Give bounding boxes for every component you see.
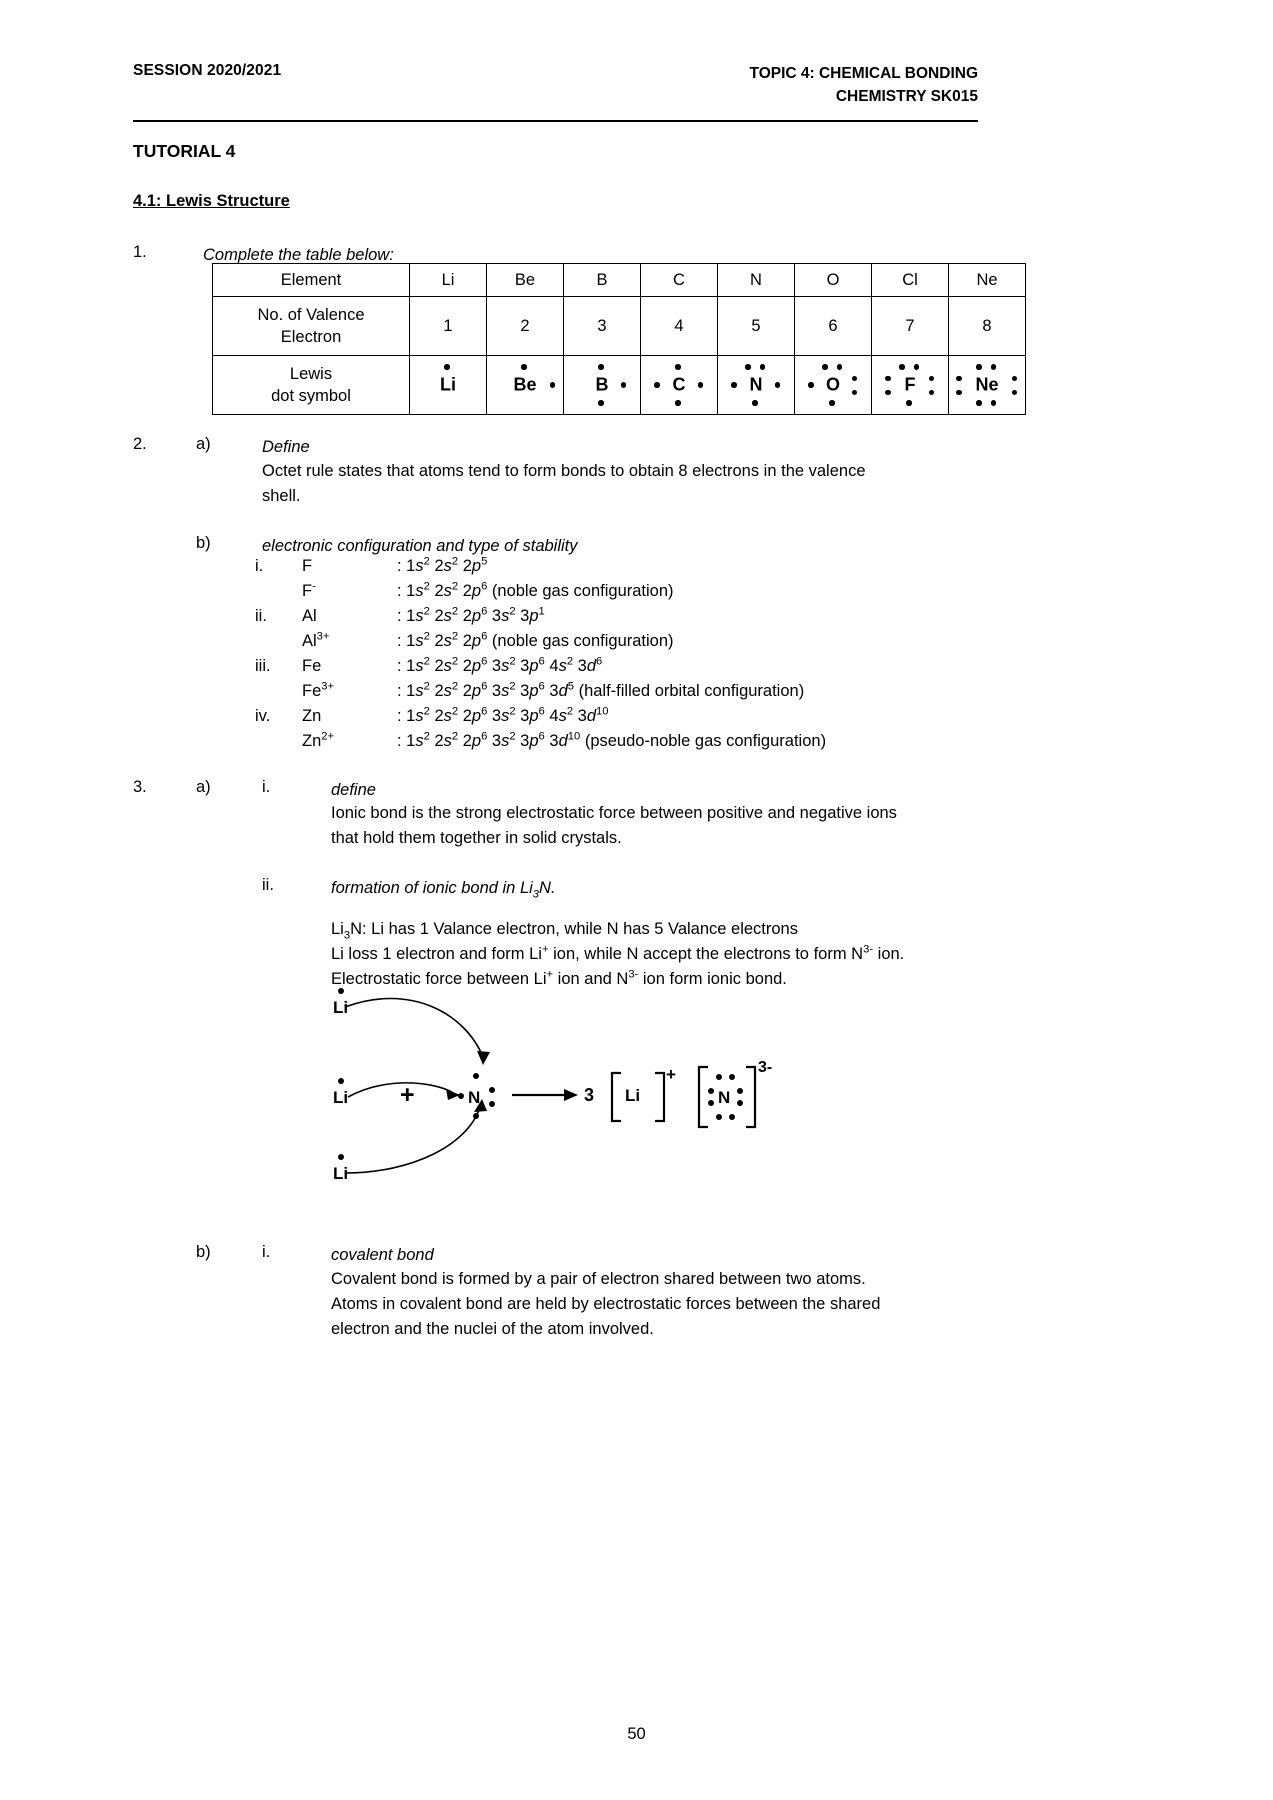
electron-dot xyxy=(775,382,781,388)
ionic-bond-diagram xyxy=(300,985,773,1200)
electron-transfer-arrow-bottom xyxy=(345,1107,480,1173)
electron-dot xyxy=(852,376,858,382)
product-n-charge: 3- xyxy=(758,1059,773,1076)
config-value: : $1s^2$ $2s^2$ $2p^6$ $3s^2$ $3p^1$ xyxy=(397,605,545,625)
row-label-valence xyxy=(213,297,410,356)
element-cell-4: N xyxy=(718,264,795,297)
question-3b-i-roman: i. xyxy=(262,1243,271,1261)
electron-dot xyxy=(976,364,982,370)
valence-cell-6: 7 xyxy=(872,297,949,356)
electron-dot xyxy=(338,1154,344,1160)
config-species: F- xyxy=(302,580,316,600)
electron-dot xyxy=(621,382,627,388)
lewis-cell-cl xyxy=(872,356,949,415)
lewis-cell-n xyxy=(718,356,795,415)
row-label-lewis xyxy=(213,356,410,415)
question-3a-ii-prompt: formation of ionic bond in $Li_3N$. xyxy=(331,879,556,901)
electron-dot xyxy=(473,1113,479,1119)
config-value: : $1s^2$ $2s^2$ $2p^6$ $3s^2$ $3p^6$ $4s^2$ $3d^{10}$ xyxy=(397,705,609,725)
arrowhead-top xyxy=(477,1051,490,1065)
header-topic-line1: TOPIC 4: CHEMICAL BONDING xyxy=(749,65,978,82)
electron-dot xyxy=(976,400,982,406)
electron-dot xyxy=(745,364,751,370)
reactant-li-top-label: Li xyxy=(333,998,349,1017)
question-3a-label: a) xyxy=(196,778,211,796)
valence-cell-5: 6 xyxy=(795,297,872,356)
config-row xyxy=(255,632,826,657)
question-2a-answer-line1: Octet rule states that atoms tend to form bonds to obtain 8 electrons in the valence xyxy=(262,462,866,480)
valence-cell-1: 2 xyxy=(487,297,564,356)
lewis-dot-symbol-n xyxy=(727,361,785,409)
electron-dot xyxy=(991,364,997,370)
electron-dot xyxy=(729,1114,735,1120)
electron-dot xyxy=(708,1100,714,1106)
question-3a-ii-roman: ii. xyxy=(262,876,274,894)
electron-transfer-arrow-top xyxy=(345,998,483,1057)
bracket-right-li xyxy=(655,1073,664,1121)
reactant-n-label: N xyxy=(468,1088,481,1107)
electron-dot xyxy=(708,1088,714,1094)
electron-dot xyxy=(906,400,912,406)
config-value: : $1s^2$ $2s^2$ $2p^6$ (noble gas configuration) xyxy=(397,630,674,650)
electron-dot xyxy=(489,1087,495,1093)
question-3b-i-prompt: covalent bond xyxy=(331,1246,434,1264)
element-cell-1: Be xyxy=(487,264,564,297)
question-3a-i-prompt: define xyxy=(331,781,376,799)
valence-cell-4: 5 xyxy=(718,297,795,356)
electron-dot xyxy=(654,382,660,388)
question-3-number: 3. xyxy=(133,778,147,796)
config-row xyxy=(255,607,826,632)
question-3b-i-line1: Covalent bond is formed by a pair of electron shared between two atoms. xyxy=(331,1270,866,1288)
bracket-right-n xyxy=(746,1067,755,1127)
electron-dot xyxy=(444,364,450,370)
reactant-li-bottom-label: Li xyxy=(333,1164,349,1183)
question-1-number: 1. xyxy=(133,243,147,261)
lewis-dot-symbol-f xyxy=(881,361,939,409)
header-session: SESSION 2020/2021 xyxy=(133,62,282,79)
question-2a-prompt: Define xyxy=(262,438,310,456)
config-value: : $1s^2$ $2s^2$ $2p^6$ $3s^2$ $3p^6$ $3d^{10}$ (pseudo-noble gas configuration) xyxy=(397,730,827,750)
electron-dot xyxy=(829,400,835,406)
lewis-dot-symbol-li xyxy=(419,361,477,409)
electron-dot xyxy=(675,400,681,406)
config-roman: iv. xyxy=(255,707,271,725)
config-row xyxy=(255,682,826,707)
electron-dot xyxy=(991,400,997,406)
config-species: Al xyxy=(302,607,317,625)
element-cell-2: B xyxy=(564,264,641,297)
question-3a-ii-line1: $Li_3N$: Li has 1 Valance electron, while N has 5 Valance electrons xyxy=(331,920,798,942)
electron-dot xyxy=(885,376,891,382)
header-topic-line2: CHEMISTRY SK015 xyxy=(835,88,978,106)
question-3a-ii-line2: Li loss 1 electron and form Li+ ion, while N accept the electrons to form $N^{3-}$ ion. xyxy=(331,943,905,963)
question-2a-label: a) xyxy=(196,435,211,453)
lewis-symbol-text-o: O xyxy=(825,374,841,395)
electron-dot xyxy=(852,390,858,396)
electron-dot xyxy=(338,1078,344,1084)
config-row xyxy=(255,657,826,682)
header-divider xyxy=(133,120,978,122)
config-roman: i. xyxy=(255,557,264,575)
config-row xyxy=(255,557,826,582)
row-label-valence-line2: Electron xyxy=(280,328,342,346)
lewis-dot-symbol-b xyxy=(573,361,631,409)
electron-dot xyxy=(737,1100,743,1106)
reaction-arrow-head xyxy=(564,1089,578,1101)
electron-dot xyxy=(899,364,905,370)
electron-dot xyxy=(550,382,556,388)
lewis-dot-symbol-o xyxy=(804,361,862,409)
config-row xyxy=(255,707,826,732)
config-species: Fe xyxy=(302,657,322,675)
electron-dot xyxy=(729,1074,735,1080)
config-value: : $1s^2$ $2s^2$ $2p^6$ $3s^2$ $3p^6$ $4s^2$ $3d^6$ xyxy=(397,655,603,675)
product-coefficient: 3 xyxy=(584,1085,595,1105)
electron-dot xyxy=(458,1093,464,1099)
electron-dot xyxy=(808,382,814,388)
valence-cell-0: 1 xyxy=(410,297,487,356)
valence-cell-3: 4 xyxy=(641,297,718,356)
table-row-element xyxy=(213,264,1026,297)
page-title: TUTORIAL 4 xyxy=(133,141,236,161)
electron-dot xyxy=(521,364,527,370)
electron-dot xyxy=(929,390,935,396)
config-value: : $1s^2$ $2s^2$ $2p^6$ (noble gas configuration) xyxy=(397,580,674,600)
lewis-cell-b xyxy=(564,356,641,415)
question-3b-label: b) xyxy=(196,1243,211,1261)
question-2b-prompt: electronic configuration and type of stability xyxy=(262,537,578,555)
config-species: F xyxy=(302,557,313,575)
lewis-symbol-text-be: Be xyxy=(513,374,537,395)
product-li-charge: + xyxy=(666,1065,676,1084)
row-label-lewis-line2: dot symbol xyxy=(271,387,351,405)
plus-sign: + xyxy=(400,1081,415,1109)
electron-dot xyxy=(675,364,681,370)
lewis-dot-symbol-c xyxy=(650,361,708,409)
question-2a-answer-line2: shell. xyxy=(262,487,301,505)
element-cell-6: Cl xyxy=(872,264,949,297)
element-cell-5: O xyxy=(795,264,872,297)
config-species: Zn xyxy=(302,707,322,725)
electron-dot xyxy=(698,382,704,388)
lewis-cell-ne xyxy=(949,356,1026,415)
question-3b-i-line3: electron and the nuclei of the atom involved. xyxy=(331,1320,654,1338)
valence-cell-2: 3 xyxy=(564,297,641,356)
valence-cell-7: 8 xyxy=(949,297,1026,356)
electron-dot xyxy=(760,364,766,370)
section-heading: 4.1: Lewis Structure xyxy=(133,192,290,210)
electron-dot xyxy=(885,390,891,396)
question-1-prompt: Complete the table below: xyxy=(203,246,394,264)
lewis-symbol-text-ne: Ne xyxy=(975,374,999,395)
electron-dot xyxy=(716,1074,722,1080)
element-cell-0: Li xyxy=(410,264,487,297)
question-2-number: 2. xyxy=(133,435,147,453)
electron-dot xyxy=(489,1101,495,1107)
lewis-cell-li xyxy=(410,356,487,415)
reactant-li-middle-label: Li xyxy=(333,1088,349,1107)
lewis-table xyxy=(212,263,1026,415)
electron-dot xyxy=(752,400,758,406)
electron-dot xyxy=(731,382,737,388)
page-number: 50 xyxy=(627,1725,646,1743)
table-row-valence xyxy=(213,297,1026,356)
lewis-symbol-text-n: N xyxy=(749,374,763,395)
config-row xyxy=(255,732,826,757)
electron-dot xyxy=(338,988,344,994)
config-row xyxy=(255,582,826,607)
lewis-cell-be xyxy=(487,356,564,415)
config-roman: ii. xyxy=(255,607,267,625)
lewis-dot-symbol-ne xyxy=(952,361,1022,409)
product-n-label: N xyxy=(718,1088,731,1107)
row-label-lewis-line1: Lewis xyxy=(289,364,333,383)
lewis-symbol-text-f: F xyxy=(904,374,916,395)
config-species: $Al^{3+}$ xyxy=(302,630,330,650)
electron-dot xyxy=(473,1073,479,1079)
config-species: $Zn^{2+}$ xyxy=(302,730,335,750)
lewis-table-wrapper xyxy=(212,263,1026,415)
page-footer xyxy=(0,1725,1273,1744)
element-cell-7: Ne xyxy=(949,264,1026,297)
product-li-label: Li xyxy=(625,1086,641,1105)
page-header xyxy=(133,62,978,109)
config-roman: iii. xyxy=(255,657,271,675)
question-3a-i-line1: Ionic bond is the strong electrostatic force between positive and negative ions xyxy=(331,804,897,822)
element-cell-3: C xyxy=(641,264,718,297)
header-topic xyxy=(750,62,979,109)
row-label-element: Element xyxy=(213,264,410,297)
electron-dot xyxy=(598,400,604,406)
electron-dot xyxy=(598,364,604,370)
electron-dot xyxy=(956,390,962,396)
question-3a-i-line2: that hold them together in solid crystals. xyxy=(331,829,622,847)
bracket-left-li xyxy=(612,1073,621,1121)
electron-dot xyxy=(1012,376,1018,382)
config-value: : $1s^2$ $2s^2$ $2p^5$ xyxy=(397,555,488,575)
lewis-cell-c xyxy=(641,356,718,415)
diagram-svg xyxy=(300,985,760,1200)
row-label-valence-line1: No. of Valence xyxy=(257,305,365,324)
lewis-cell-o xyxy=(795,356,872,415)
lewis-symbol-text-c: C xyxy=(672,374,686,395)
electron-dot xyxy=(822,364,828,370)
electron-configuration-list xyxy=(255,557,826,757)
electron-dot xyxy=(737,1088,743,1094)
table-row-lewis xyxy=(213,356,1026,415)
question-3a-i-roman: i. xyxy=(262,778,271,796)
electron-dot xyxy=(956,376,962,382)
lewis-symbol-text-li: Li xyxy=(440,374,456,395)
electron-dot xyxy=(1012,390,1018,396)
lewis-dot-symbol-be xyxy=(490,361,560,409)
electron-dot xyxy=(929,376,935,382)
bracket-left-n xyxy=(699,1067,708,1127)
question-2b-label: b) xyxy=(196,534,211,552)
config-value: : $1s^2$ $2s^2$ $2p^6$ $3s^2$ $3p^6$ $3d^5$ (half-filled orbital configuration) xyxy=(397,680,805,700)
question-3a-ii-line3: Electrostatic force between Li+ ion and $N^{3-}$ ion form ionic bond. xyxy=(331,968,787,988)
electron-dot xyxy=(914,364,920,370)
question-3b-i-line2: Atoms in covalent bond are held by electrostatic forces between the shared xyxy=(331,1295,881,1313)
electron-dot xyxy=(716,1114,722,1120)
lewis-symbol-text-b: B xyxy=(595,374,609,395)
config-species: $Fe^{3+}$ xyxy=(302,680,335,700)
electron-dot xyxy=(837,364,843,370)
